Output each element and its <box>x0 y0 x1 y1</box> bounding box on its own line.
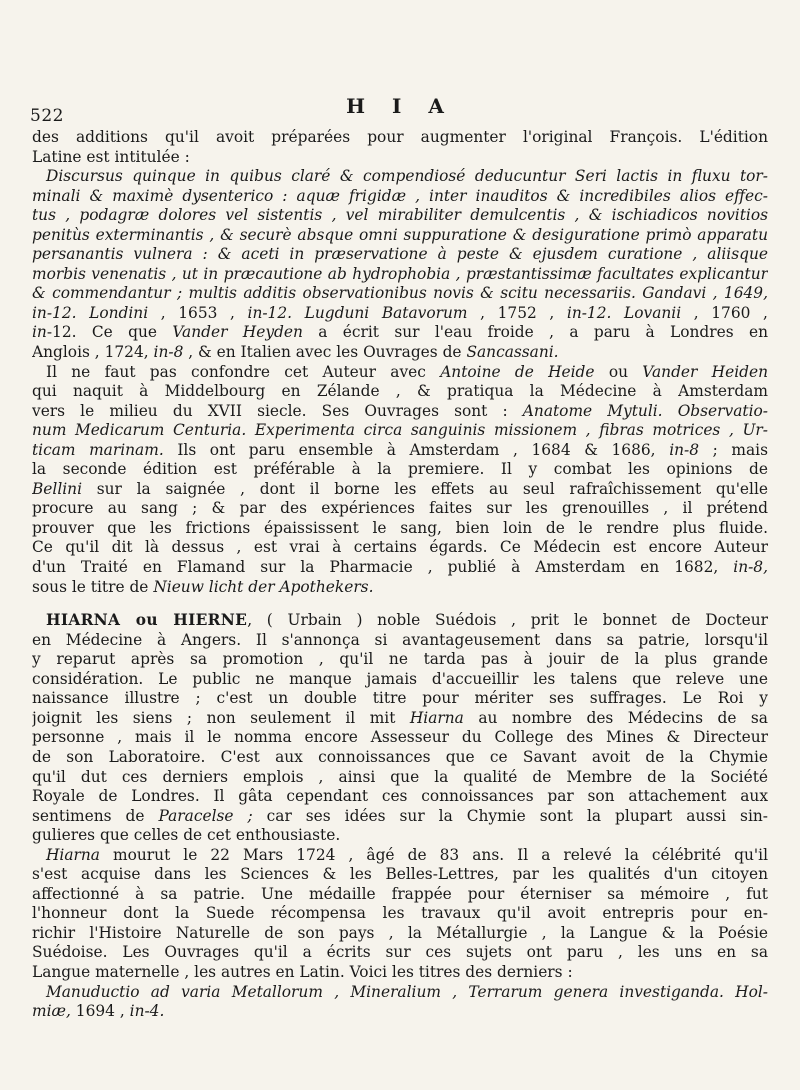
text-line <box>32 304 768 324</box>
text-span: Anglois , 1724, <box>32 343 149 362</box>
text-line: procure au sang ; & par des expériences faites sur les grenouilles , il prétend <box>32 499 768 518</box>
page-number: 522 <box>30 106 64 126</box>
text-line <box>32 709 768 729</box>
text-span: 1694 , <box>75 1002 125 1021</box>
text-span: au nombre des Médecins de sa <box>478 708 768 727</box>
text-span: mourut le 22 Mars 1724 , âgé de 83 ans. Il a relevé la célébrité qu'il <box>113 845 768 864</box>
text-line: gulieres que celles de cet enthousiaste. <box>32 826 341 845</box>
text-line: Suédoise. Les Ouvrages qu'il a écrits sur ces sujets ont paru , les uns en sa <box>32 943 768 962</box>
text-span: d'un Traité en Flamand sur la Pharmacie , publié à Amsterdam en 1682, <box>32 558 719 577</box>
text-span: , 1760 , <box>693 303 768 322</box>
entry-separator <box>32 597 768 611</box>
text-line: & commendantur ; multis additis observationibus novis & scitu necessariis. Gandavi , 1649, <box>32 284 768 303</box>
text-line: penitùs exterminantis , & securè absque omni suppuratione & desiguratione primò apparatu <box>32 225 768 244</box>
text-line: qui naquit à Middelbourg en Zélande , & pratiqua la Médecine à Amsterdam <box>32 382 768 401</box>
text-line: de son Laboratoire. C'est aux connoissances que ce Savant avoit de la Chymie <box>32 747 768 766</box>
text-span: , 1752 , <box>480 303 555 322</box>
text-line: qu'il dut ces derniers emplois , ainsi que la qualité de Membre de la Société <box>32 767 768 786</box>
text-span: Paracelse ; <box>158 806 253 825</box>
page-header <box>0 92 800 126</box>
text-line <box>32 807 768 827</box>
text-span: in-12. Lugduni Batavorum <box>247 303 468 322</box>
text-line <box>32 611 768 631</box>
text-span: Nieuw licht der Apothekers. <box>153 577 374 596</box>
text-line: persanantis vulnera : & aceti in præservatione à peste & ejusdem curatione , aliisque <box>32 245 768 264</box>
page-body <box>32 128 768 1022</box>
text-span: -12. Ce que <box>46 323 157 342</box>
text-span: joignit les siens ; non seulement il mit <box>32 708 396 727</box>
text-line: minali & maximè dysenterico : aquæ frigidæ , inter inauditos & incredibiles alios effec- <box>32 186 768 205</box>
paragraph-latin-edition <box>32 128 768 363</box>
text-span: , ( Urbain ) noble Suédois , prit le bonnet de Docteur <box>247 611 768 630</box>
text-line: l'honneur dont la Suede récompensa les travaux qu'il avoit entrepris pour en- <box>32 904 768 923</box>
text-span: sentimens de <box>32 806 145 825</box>
text-line: morbis venenatis , ut in præcautione ab hydrophobia , præstantissimæ facultates explicantur <box>32 264 768 283</box>
text-line <box>32 846 768 866</box>
text-span: in-4. <box>129 1002 165 1021</box>
text-line <box>32 1002 768 1022</box>
text-span: Bellini <box>32 479 83 498</box>
text-span: ou <box>608 362 628 381</box>
text-line: tus , podagræ dolores vel sistentis , vel mirabiliter demulcentis , & ischiadicos novitios <box>32 206 768 225</box>
text-line: richir l'Histoire Naturelle de son pays , la Métallurgie , la Langue & la Poésie <box>32 923 768 942</box>
paragraph-hiarna-death <box>32 846 768 1022</box>
text-line: naissance illustre ; c'est un double titre pour mériter ses suffrages. Le Roi y <box>32 689 768 708</box>
running-head: H I A <box>346 94 454 118</box>
text-line: Latine est intitulée : <box>32 147 190 166</box>
text-line: num Medicarum Centuria. Experimenta circa sanguinis missionem , fibras motrices , Ur- <box>32 421 768 440</box>
text-span: car ses idées sur la Chymie sont la plupart aussi sin- <box>266 806 768 825</box>
text-span: Anatome Mytuli. Observatio- <box>522 401 768 420</box>
text-span: in-12. Lovanii <box>566 303 682 322</box>
text-span: in-12. Londini <box>32 303 149 322</box>
text-line: considération. Le public ne manque jamais d'accueillir les talens que releve une <box>32 669 768 688</box>
text-span: in <box>32 323 47 342</box>
text-span: sous le titre de <box>32 577 149 596</box>
text-line: la seconde édition est préférable à la premiere. Il y combat les opinions de <box>32 460 768 479</box>
text-span: in-8 <box>153 343 184 362</box>
text-span: vers le milieu du XVII siecle. Ses Ouvrages sont : <box>32 401 508 420</box>
text-line: prouver que les frictions épaississent le sang, bien loin de le rendre plus fluide. <box>32 518 768 537</box>
text-line: Manuductio ad varia Metallorum , Mineralium , Terrarum genera investiganda. Hol- <box>46 982 768 1001</box>
text-span: ; mais <box>712 440 768 459</box>
entry-headword: HIARNA ou HIERNE <box>46 611 248 630</box>
text-line: Langue maternelle , les autres en Latin. Voici les titres des derniers : <box>32 962 573 981</box>
text-line: en Médecine à Angers. Il s'annonça si avantageusement dans sa patrie, lorsqu'il <box>32 630 768 649</box>
text-line: Discursus quinque in quibus claré & compendiosé deducuntur Seri lactis in fluxu tor- <box>46 167 768 186</box>
text-span: , & en Italien avec les Ouvrages de <box>188 343 462 362</box>
text-line: Royale de Londres. Il gâta cependant ces connoissances par son attachement aux <box>32 787 768 806</box>
text-line: s'est acquise dans les Sciences & les Belles-Lettres, par les qualités d'un citoyen <box>32 865 768 884</box>
text-span: Il ne faut pas confondre cet Auteur avec <box>46 362 426 381</box>
text-span: ticam marinam. <box>32 440 164 459</box>
text-span: Antoine de Heide <box>440 362 595 381</box>
text-line <box>32 441 768 461</box>
text-span: miæ, <box>32 1002 71 1021</box>
entry-hiarna <box>32 611 768 846</box>
text-span: a écrit sur l'eau froide , a paru à Londres en <box>318 323 768 342</box>
text-span: in-8, <box>733 558 768 577</box>
text-span: Hiarna <box>409 708 464 727</box>
text-line <box>32 480 768 500</box>
text-line <box>32 323 768 343</box>
text-span: Vander Heyden <box>172 323 303 342</box>
text-line: y reparut après sa promotion , qu'il ne tarda pas à jouir de la plus grande <box>32 650 768 669</box>
text-span: , 1653 , <box>160 303 235 322</box>
text-span: Hiarna <box>46 845 100 864</box>
text-line: des additions qu'il avoit préparées pour augmenter l'original François. L'édition <box>32 128 768 146</box>
text-line <box>32 363 768 383</box>
text-line <box>32 402 768 422</box>
text-span: Vander Heiden <box>642 362 768 381</box>
text-line: Ce qu'il dit là dessus , est vrai à certains égards. Ce Médecin est encore Auteur <box>32 538 768 557</box>
text-line <box>32 578 768 598</box>
text-line: affectionné à sa patrie. Une médaille frappée pour éterniser sa mémoire , fut <box>32 884 768 903</box>
text-line <box>32 343 768 363</box>
text-span: sur la saignée , dont il borne les effets au seul rafraîchissement qu'elle <box>96 479 768 498</box>
paragraph-antoine-de-heide <box>32 363 768 598</box>
text-span: Sancassani. <box>466 343 559 362</box>
text-line <box>32 558 768 578</box>
text-line: personne , mais il le nomma encore Assesseur du College des Mines & Directeur <box>32 728 768 747</box>
text-span: in-8 <box>669 440 700 459</box>
text-span: Ils ont paru ensemble à Amsterdam , 1684 & 1686, <box>177 440 656 459</box>
